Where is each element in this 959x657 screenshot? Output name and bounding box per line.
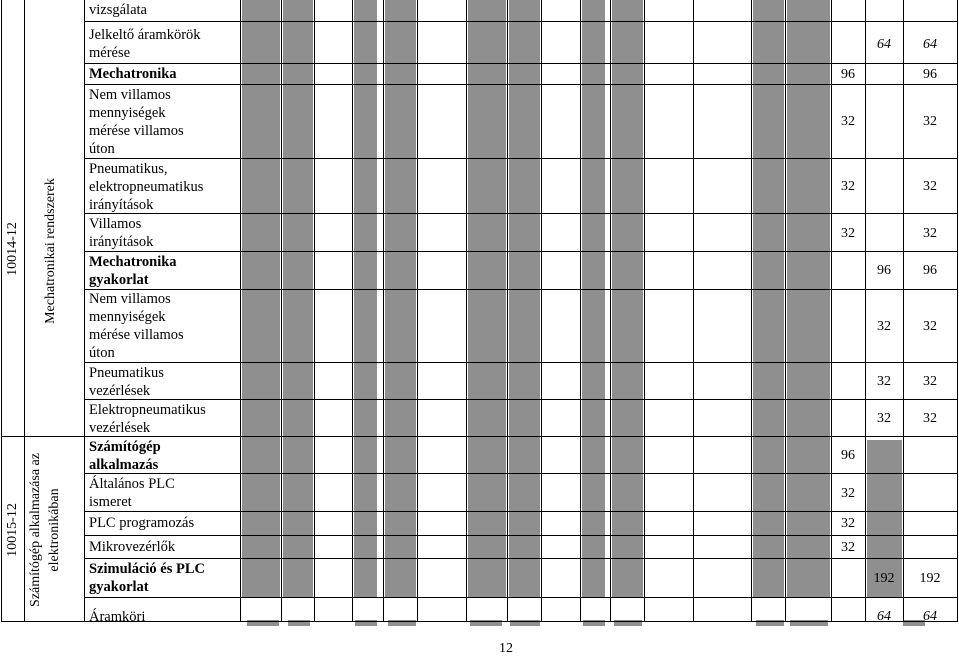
shaded-column [385, 0, 416, 597]
module-code-2: 10015-12 [5, 503, 20, 557]
topic-cell: Számítógép alkalmazás [89, 439, 161, 473]
hours-theory: 32 [841, 226, 855, 241]
hours-total: 32 [923, 411, 937, 426]
hours-practice: 64 [877, 37, 891, 52]
hours-theory: 32 [841, 486, 855, 501]
topic-cell: Nem villamos mennyiségek mérése villamos úton [89, 87, 184, 157]
topic-cell: PLC programozás [89, 515, 195, 531]
hours-practice: 32 [877, 374, 891, 389]
hours-theory: 32 [841, 540, 855, 555]
topic-cell: Nem villamos mennyiségek mérése villamos úton [89, 291, 184, 361]
shaded-column [753, 0, 784, 597]
shaded-column [242, 0, 280, 597]
hours-theory: 96 [841, 67, 855, 82]
topic-cell: Villamos irányítások [89, 216, 154, 250]
topic-cell: Elektropneumatikus vezérlések [89, 402, 206, 436]
topic-cell: Jelkeltő áramkörök mérése [89, 27, 201, 61]
topic-cell: Áramköri [89, 609, 146, 625]
hours-total: 64 [923, 609, 937, 624]
module-name-2-line-2: elektronikában [47, 488, 62, 572]
shaded-column [354, 0, 377, 597]
module-name-1: Mechatronikai rendszerek [43, 178, 58, 324]
shaded-column [612, 0, 643, 597]
topic-cell: Általános PLC ismeret [89, 476, 175, 510]
hours-total: 32 [923, 226, 937, 241]
hours-practice: 96 [877, 263, 891, 278]
topic-cell: vizsgálata [89, 2, 147, 18]
topic-cell: Pneumatikus vezérlések [89, 365, 164, 399]
topic-cell: Mechatronika [89, 66, 177, 82]
hours-theory: 96 [841, 448, 855, 463]
hours-total: 32 [923, 374, 937, 389]
hours-total: 32 [923, 179, 937, 194]
topic-cell: Mechatronika gyakorlat [89, 254, 177, 288]
hours-practice: 192 [873, 571, 895, 586]
topic-cell: Pneumatikus, elektropneumatikus irányítások [89, 161, 204, 213]
hours-total: 96 [923, 67, 937, 82]
hours-practice: 64 [877, 609, 891, 624]
hours-total: 32 [923, 114, 937, 129]
hours-theory: 32 [841, 179, 855, 194]
module-name-2-line-1: Számítógép alkalmazása az [28, 453, 43, 607]
hours-total: 192 [919, 571, 941, 586]
page-number: 12 [499, 641, 513, 656]
topic-cell: Szimuláció és PLC gyakorlat [89, 561, 205, 595]
hours-theory: 32 [841, 516, 855, 531]
hours-theory: 32 [841, 114, 855, 129]
module-code-1: 10014-12 [5, 222, 20, 276]
shaded-column [582, 0, 605, 597]
hours-total: 96 [923, 263, 937, 278]
shaded-column [787, 0, 830, 597]
shaded-column [509, 0, 540, 597]
hours-total: 64 [923, 37, 937, 52]
hours-total: 32 [923, 319, 937, 334]
topic-cell: Mikrovezérlők [89, 539, 176, 555]
hours-practice: 32 [877, 319, 891, 334]
hours-practice: 32 [877, 411, 891, 426]
shaded-column [468, 0, 506, 597]
shaded-column [283, 0, 313, 597]
